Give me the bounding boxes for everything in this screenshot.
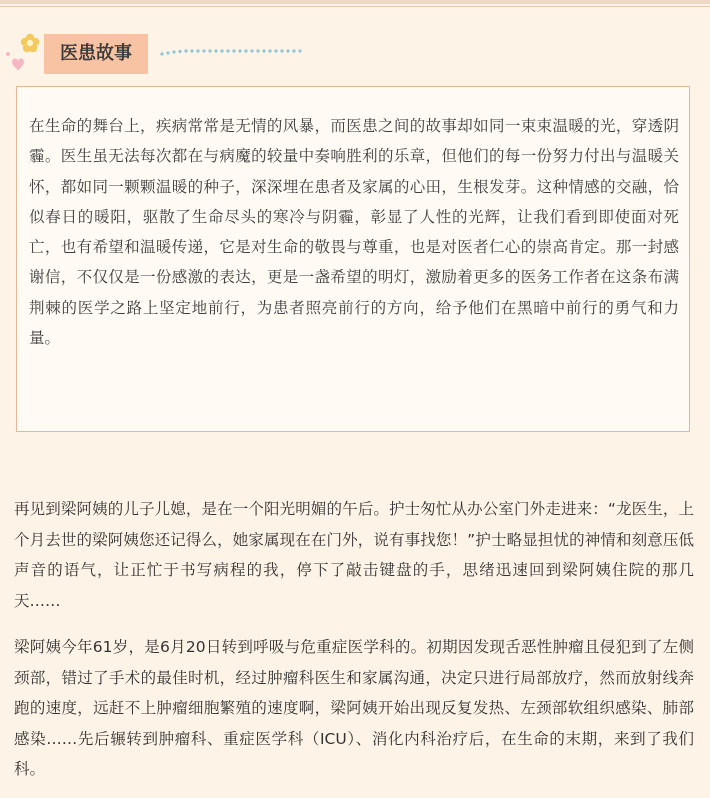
story-intro-text: 在生命的舞台上，疾病常常是无情的风暴，而医患之间的故事却如同一束束温暖的光，穿透阴霾。医生虽无法每次都在与病魔的较量中奏响胜利的乐章，但他们的每一份努力付出与温暖关怀，都如同一颗颗温暖的种子，深深埋在患者及家属的心田，生根发芽。这种情感的交融，恰似春日的暖阳，驱散了生命尽头的寒冷与阴霾，彰显了人性的光辉，让我们看到即使面对死亡，也有希望和温暖传递，它是对生命的敬畏与尊重，也是对医者仁心的崇高肯定。那一封感谢信，不仅仅是一份感激的表达，更是一盏希望的明灯，激励着更多的医务工作者在这条布满荆棘的医学之路上坚定地前行，为患者照亮前行的方向，给予他们在黑暗中前行的勇气和力量。 <box>29 117 679 348</box>
dot-trail-icon <box>158 46 308 56</box>
flower-icon <box>21 34 39 52</box>
top-decor-line <box>0 6 710 7</box>
body-paragraph-2: 梁阿姨今年61岁，是6月20日转到呼吸与危重症医学科的。初期因发现舌恶性肿瘤且侵犯到了左侧颈部，错过了手术的最佳时机，经过肿瘤科医生和家属沟通，决定只进行局部放疗，然而放射线奔跑的速度，远赶不上肿瘤细胞繁殖的速度啊，梁阿姨开始出现反复发热、左颈部软组织感染、肺部感染……先后辗转到肿瘤科、重症医学科（ICU）、消化内科治疗后，在生命的末期，来到了我们科。 <box>14 638 694 778</box>
body-paragraph-1: 再见到梁阿姨的儿子儿媳，是在一个阳光明媚的午后。护士匆忙从办公室门外走进来：“龙医生，上个月去世的梁阿姨您还记得么，她家属现在在门外，说有事找您！”护士略显担忧的神情和刻意压低声音的语气，让正忙于书写病程的我，停下了敲击键盘的手，思绪迅速回到梁阿姨住院的那几天…… <box>14 500 694 610</box>
heart-icon <box>12 58 24 71</box>
top-decor-strip <box>0 0 710 4</box>
section-title: 医患故事 <box>44 34 148 74</box>
story-intro-box <box>16 86 690 432</box>
small-dot-icon <box>6 52 10 56</box>
